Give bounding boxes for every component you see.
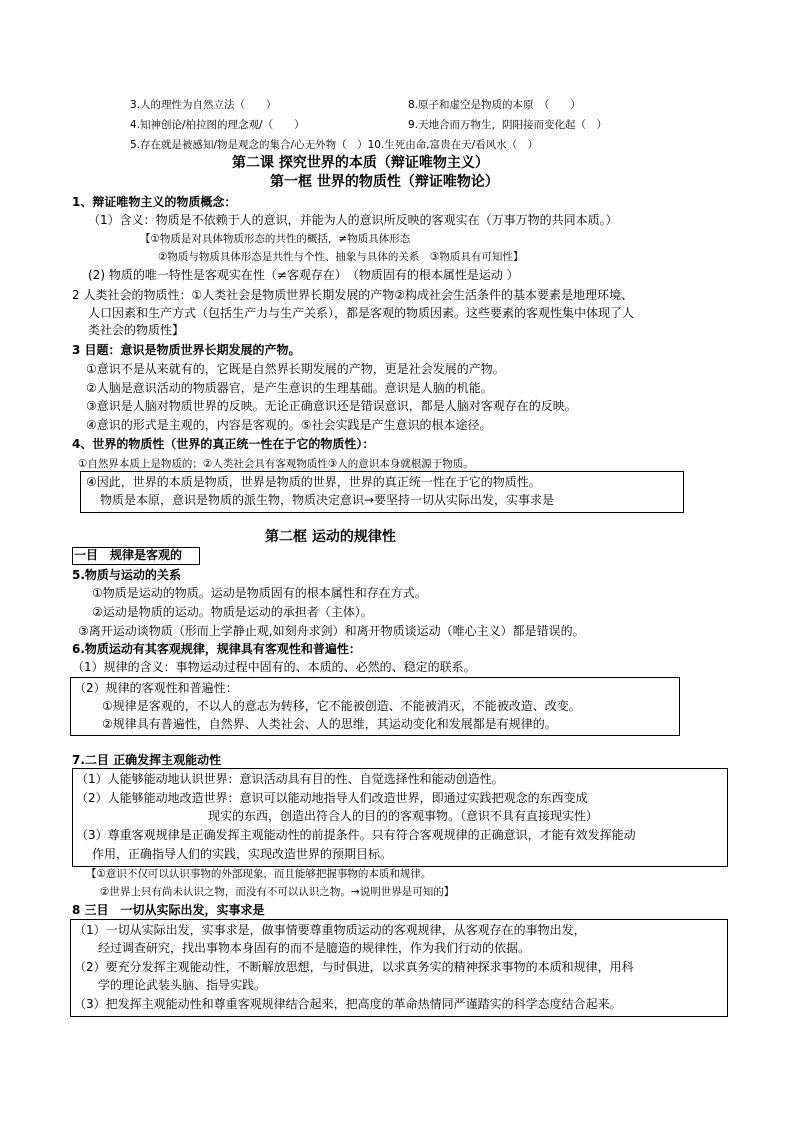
list-item-4: 4.知神创论/柏拉图的理念观/（ ） [130, 119, 305, 131]
section-4-line: 物质是本原，意识是物质的派生物，物质决定意识→要坚持一切从实际出发，实事求是 [100, 493, 555, 507]
section-2-line: 类社会的物质性】 [88, 323, 185, 337]
list-item-3: 3.人的理性为自然立法（ ） [130, 99, 277, 111]
frame1-title: 第一框 世界的物质性（辩证唯物论） [270, 174, 499, 190]
section-1-line: ②物质与物质具体形态是共性与个性、抽象与具体的关系 ③物质具有可知性】 [158, 251, 524, 263]
section-7-line: 现实的东西，创造出符合人的目的的客观事物。（意识不具有直接现实性） [208, 809, 599, 823]
section-8-heading: 8 三目 一切从实际出发，实事求是 [72, 903, 265, 917]
list-item-5-10: 5.存在就是被感知/物是观念的集合/心无外物（ ）10.生死由命,富贵在天/看风水（ ） [130, 139, 539, 151]
section-3-heading: 3 目题：意识是物质世界长期发展的产物。 [72, 343, 301, 357]
section-7-line: （1）人能够能动地认识世界：意识活动具有目的性、自觉选择性和能动创造性。 [76, 772, 504, 786]
section-4-heading: 4、世界的物质性（世界的真正统一性在于它的物质性）： [72, 437, 375, 451]
section-4-line: ④因此，世界的本质是物质，世界是物质的世界，世界的真正统一性在于它的物质性。 [86, 475, 541, 489]
section-8-line: （1）一切从实际出发，实事求是，做事情要尊重物质运动的客观规律，从客观存在的事物出发， [74, 923, 586, 937]
section-2-line: 2 人类社会的物质性：①人类社会是物质世界长期发展的产物②构成社会生活条件的基本要素是地理环境、 [72, 288, 633, 302]
section-2-line: 人口因素和生产方式（包括生产力与生产关系），都是客观的物质因素。这些要素的客观性集中体现了人 [88, 306, 635, 320]
section-5-line: ②运动是物质的运动。物质是运动的承担者（主体）。 [92, 605, 373, 619]
section-5-line: ③离开运动谈物质（形而上学静止观,如刻舟求剑）和离开物质谈运动（唯心主义）都是错误的。 [78, 624, 585, 638]
list-item-8: 8.原子和虚空是物质的本原 （ ） [408, 99, 581, 111]
section-7-line: （2）人能够能动地改造世界：意识可以能动地指导人们改造世界，即通过实践把观念的东西变成 [76, 791, 588, 805]
section-1-line: （1）含义：物质是不依赖于人的意识，并能为人的意识所反映的客观实在（万事万物的共同本质。） [88, 213, 618, 227]
section-5-heading: 5.物质与运动的关系 [72, 568, 181, 582]
section-8-line: 经过调查研究，找出事物本身固有的而不是臆造的规律性，作为我们行动的依据。 [98, 941, 531, 955]
section-6-line: ①规律是客观的，不以人的意志为转移，它不能被创造、不能被消灭，不能被改造、改变。 [102, 699, 581, 713]
frame2-title: 第二框 运动的规律性 [265, 529, 396, 545]
section-6-line: （2）规律的客观性和普遍性： [74, 681, 238, 695]
section-4-line: ①自然界本质上是物质的；②人类社会具有客观物质性③人的意识本身就根源于物质。 [78, 458, 474, 470]
section-6-heading: 6.物质运动有其客观规律，规律具有客观性和普遍性： [72, 642, 361, 656]
section-6-line: ②规律具有普遍性，自然界、人类社会、人的思维，其运动变化和发展都是有规律的。 [102, 717, 557, 731]
section-8-line: 学的理论武装头脑、指导实践。 [98, 978, 267, 992]
section-8-line: （3）把发挥主观能动性和尊重客观规律结合起来，把高度的革命热情同严谨踏实的科学态度结合起来。 [74, 997, 622, 1011]
section-6-line: （1）规律的含义：事物运动过程中固有的、本质的、必然的、稳定的联系。 [72, 660, 476, 674]
section-1-line: (2) 物质的唯一特性是客观实在性（≠客观存在） （物质固有的根本属性是运动 ） [88, 268, 519, 282]
lesson-title: 第二课 探究世界的本质（辩证唯物主义） [232, 155, 489, 171]
section-7-note: ②世界上只有尚未认识之物，而没有不可以认识之物。→说明世界是可知的】 [100, 886, 455, 898]
section-5-line: ①物质是运动的物质。运动是物质固有的根本属性和存在方式。 [92, 586, 427, 600]
section-8-line: （2）要充分发挥主观能动性，不断解放思想，与时俱进，以求真务实的精神探求事物的本质和规律，用科 [74, 960, 634, 974]
section-7-line: （3）尊重客观规律是正确发挥主观能动性的前提条件。只有符合客观规律的正确意识，才能有效发挥能动 [76, 828, 636, 842]
section-3-line: ①意识不是从来就有的，它既是自然界长期发展的产物，更是社会发展的产物。 [86, 362, 505, 376]
section-3-line: ②人脑是意识活动的物质器官，是产生意识的生理基础。意识是人脑的机能。 [86, 381, 493, 395]
section-7-heading: 7.二目 正确发挥主观能动性 [72, 753, 222, 767]
section-1-line: 【①物质是对具体物质形态的共性的概括，≠物质具体形态 [140, 233, 411, 245]
section-3-line: ③意识是人脑对物质世界的反映。无论正确意识还是错误意识，都是人脑对客观存在的反映。 [86, 399, 577, 413]
list-item-9: 9.天地合而万物生，阴阳接而变化起（ ） [408, 119, 608, 131]
section-7-line: 作用，正确指导人们的实践，实现改造世界的预期目标。 [92, 847, 393, 861]
section-1-heading: 1、辩证唯物主义的物质概念： [72, 195, 237, 209]
subheading-1: 一目 规律是客观的 [74, 548, 183, 562]
section-3-line: ④意识的形式是主观的，内容是客观的。⑤社会实践是产生意识的根本途径。 [86, 418, 492, 432]
section-7-note: 【①意识不仅可以认识事物的外部现象，而且能够把握事物的本质和规律。 [86, 868, 432, 880]
